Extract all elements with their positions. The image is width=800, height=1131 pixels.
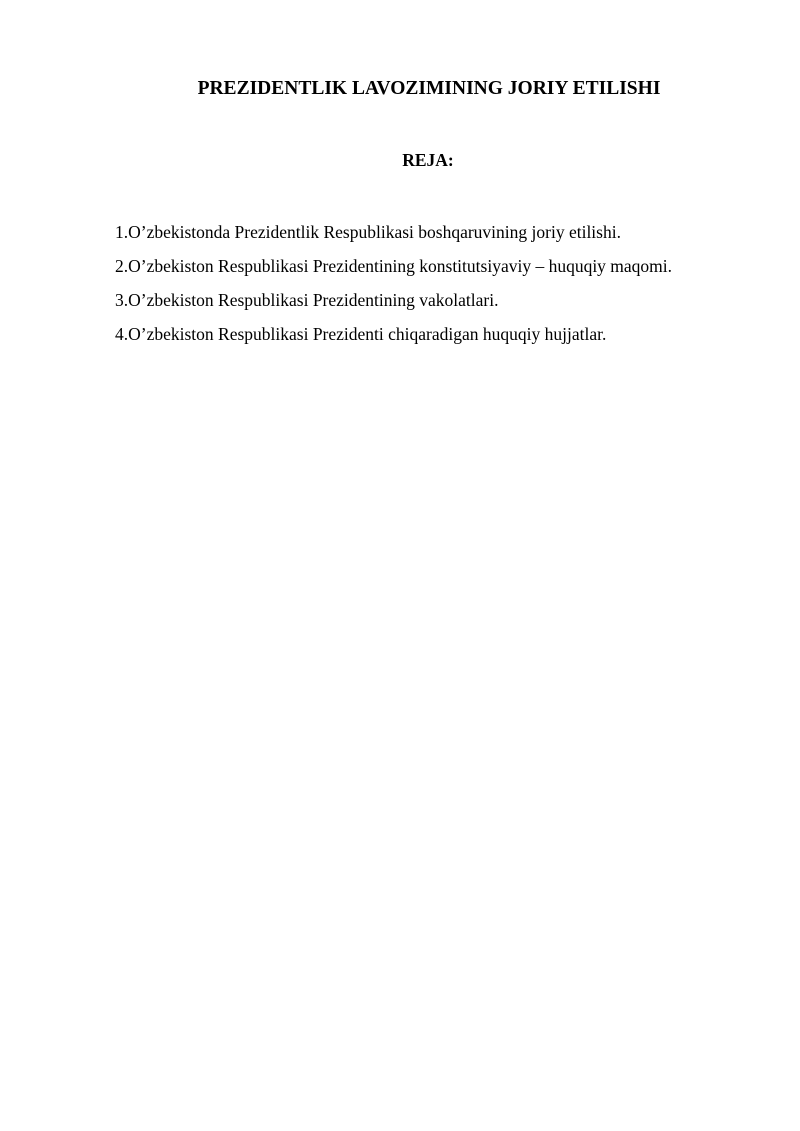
plan-list <box>115 215 755 351</box>
plan-item-3: 3.O’zbekiston Respublikasi Prezidentining vakolatlari. <box>115 290 499 310</box>
plan-heading: REJA: <box>402 150 454 170</box>
plan-item-2: 2.O’zbekiston Respublikasi Prezidentining konstitutsiyaviy – huquqiy maqomi. <box>115 256 673 276</box>
plan-item-1: 1.O’zbekistonda Prezidentlik Respublikasi boshqaruvining joriy etilishi. <box>115 222 621 242</box>
document-title: PREZIDENTLIK LAVOZIMINING JORIY ETILISHI <box>197 78 661 99</box>
plan-item-4: 4.O’zbekiston Respublikasi Prezidenti chiqaradigan huquqiy hujjatlar. <box>115 324 607 344</box>
